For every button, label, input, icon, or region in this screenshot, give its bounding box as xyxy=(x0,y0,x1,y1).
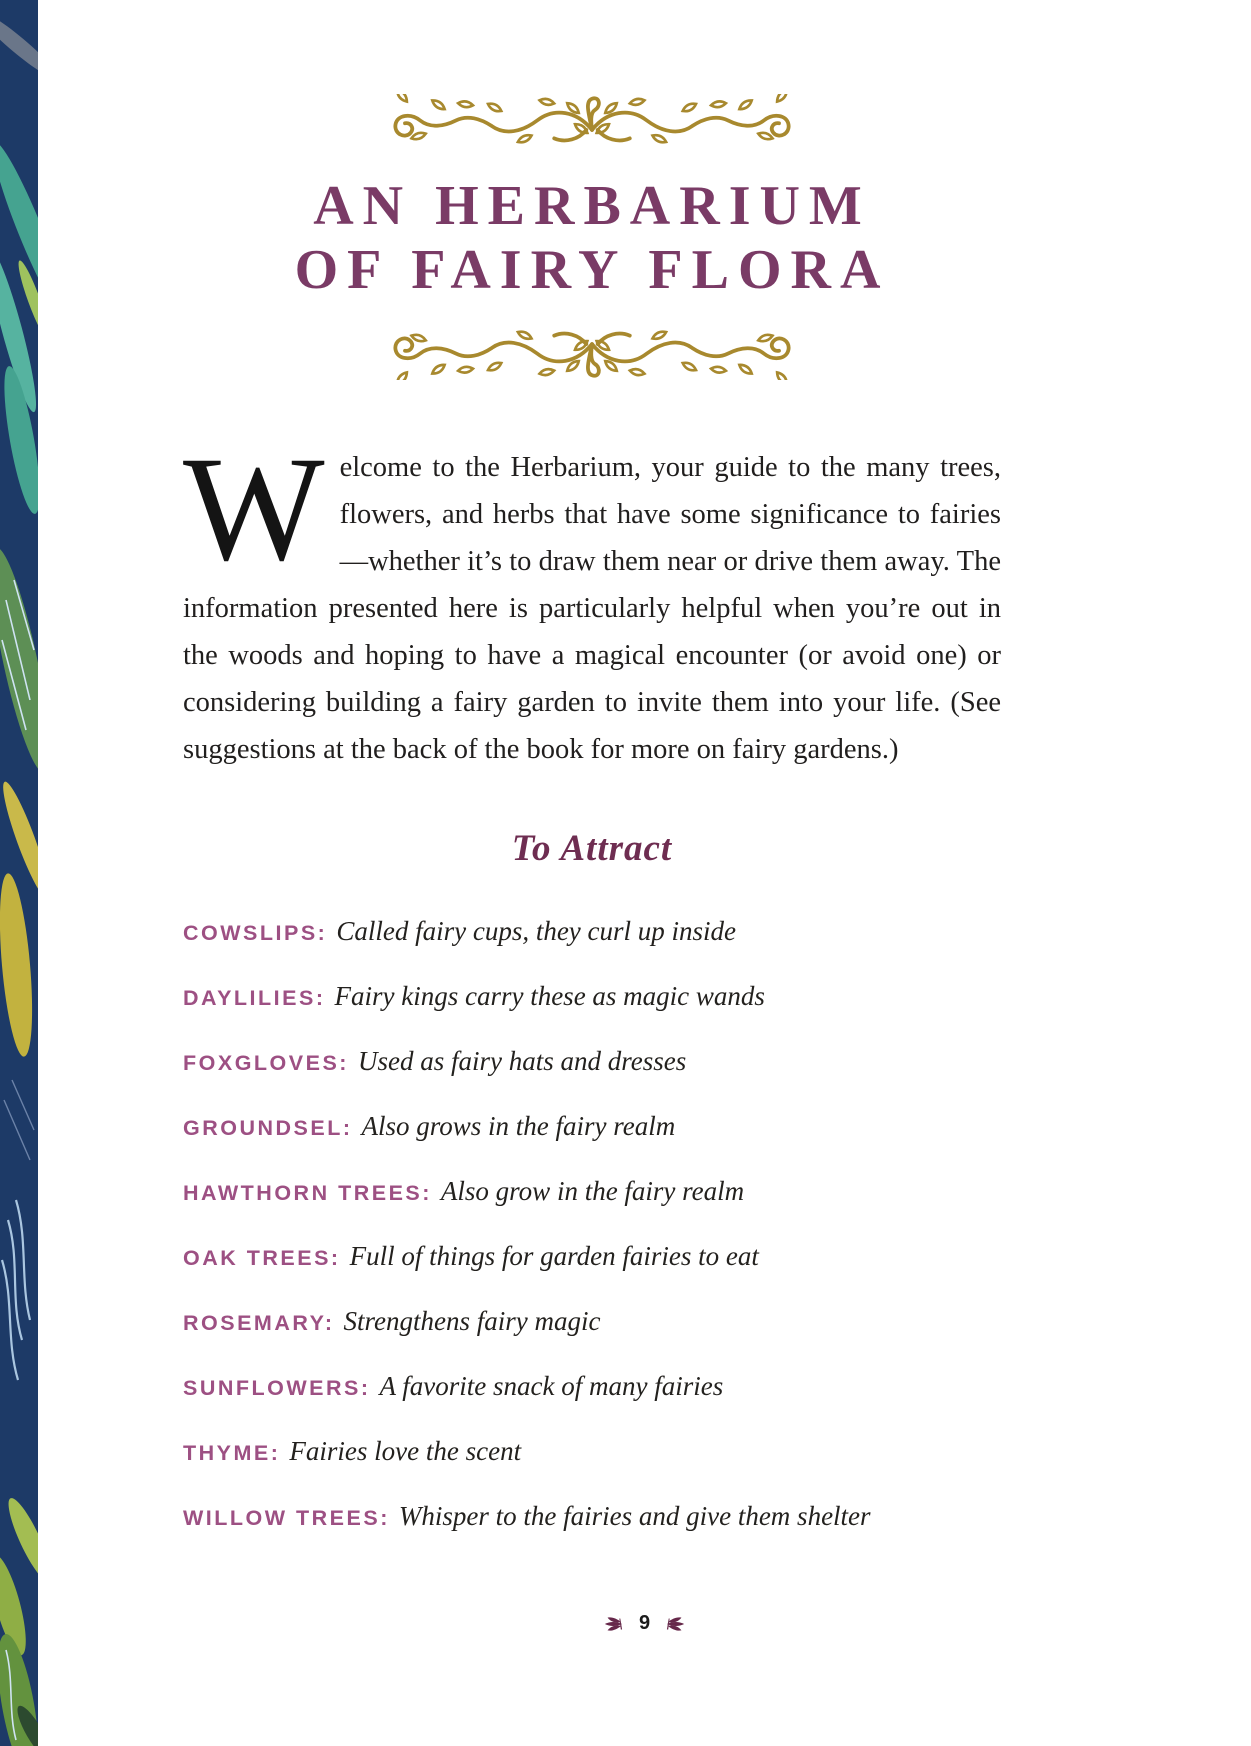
entry-groundsel xyxy=(183,1103,1001,1154)
entry-description: Fairies love the scent xyxy=(289,1436,522,1466)
entry-description: A favorite snack of many fairies xyxy=(379,1371,724,1401)
vine-flourish-bottom-icon xyxy=(363,312,821,380)
entry-hawthorn-trees xyxy=(183,1168,1001,1219)
entry-rosemary xyxy=(183,1298,1001,1349)
section-heading-to-attract: To Attract xyxy=(511,828,673,869)
entry-description: Called fairy cups, they curl up inside xyxy=(336,916,737,946)
entry-label: DAYLILIES: xyxy=(183,986,326,1010)
intro-paragraph xyxy=(183,426,1001,773)
entry-label: GROUNDSEL: xyxy=(183,1116,353,1140)
entry-label: HAWTHORN TREES: xyxy=(183,1181,432,1205)
entry-sunflowers xyxy=(183,1363,1001,1414)
entry-cowslips xyxy=(183,908,1001,959)
entry-label: THYME: xyxy=(183,1441,281,1465)
entry-label: OAK TREES: xyxy=(183,1246,341,1270)
entry-description: Full of things for garden fairies to eat xyxy=(349,1241,759,1271)
page-title-line1: AN HERBARIUM xyxy=(313,175,871,237)
entry-label: WILLOW TREES: xyxy=(183,1506,390,1530)
entry-description: Also grows in the fairy realm xyxy=(361,1111,676,1141)
intro-text: elcome to the Herbarium, your guide to the many trees, flowers, and herbs that have some significance to fairies—whether it’s to draw them near or drive them away. The information presented here is particularly helpful when you’re out in the woods and hoping to have a magical encounter (or avoid one) or considering building a fairy garden to invite them into your life. (See suggestions at the back of the book for more on fairy gardens.) xyxy=(183,452,1001,765)
page-title-line2: OF FAIRY FLORA xyxy=(294,239,890,301)
page-number: 9 xyxy=(638,1612,651,1635)
botanical-edge-art xyxy=(0,0,38,1746)
entry-willow-trees xyxy=(183,1493,1001,1544)
page-footer xyxy=(38,1612,1251,1635)
entry-label: SUNFLOWERS: xyxy=(183,1376,371,1400)
entry-description: Whisper to the fairies and give them shelter xyxy=(398,1501,871,1531)
chapter-header xyxy=(183,0,1001,380)
page-title xyxy=(183,174,1001,302)
entry-oak-trees xyxy=(183,1233,1001,1284)
entry-label: FOXGLOVES: xyxy=(183,1051,349,1075)
entry-foxgloves xyxy=(183,1038,1001,1089)
entry-thyme xyxy=(183,1428,1001,1479)
entry-description: Fairy kings carry these as magic wands xyxy=(334,981,765,1011)
vine-flourish-top-icon xyxy=(363,94,821,162)
page-content xyxy=(183,0,1001,1558)
fleuron-right-icon xyxy=(666,1614,686,1634)
fleuron-left-icon xyxy=(603,1614,623,1634)
attract-entry-list xyxy=(183,908,1001,1544)
entry-description: Also grow in the fairy realm xyxy=(440,1176,745,1206)
entry-label: ROSEMARY: xyxy=(183,1311,335,1335)
entry-label: COWSLIPS: xyxy=(183,921,328,945)
entry-daylilies xyxy=(183,973,1001,1024)
drop-cap: W xyxy=(183,426,325,592)
entry-description: Strengthens fairy magic xyxy=(343,1306,601,1336)
entry-description: Used as fairy hats and dresses xyxy=(357,1046,687,1076)
